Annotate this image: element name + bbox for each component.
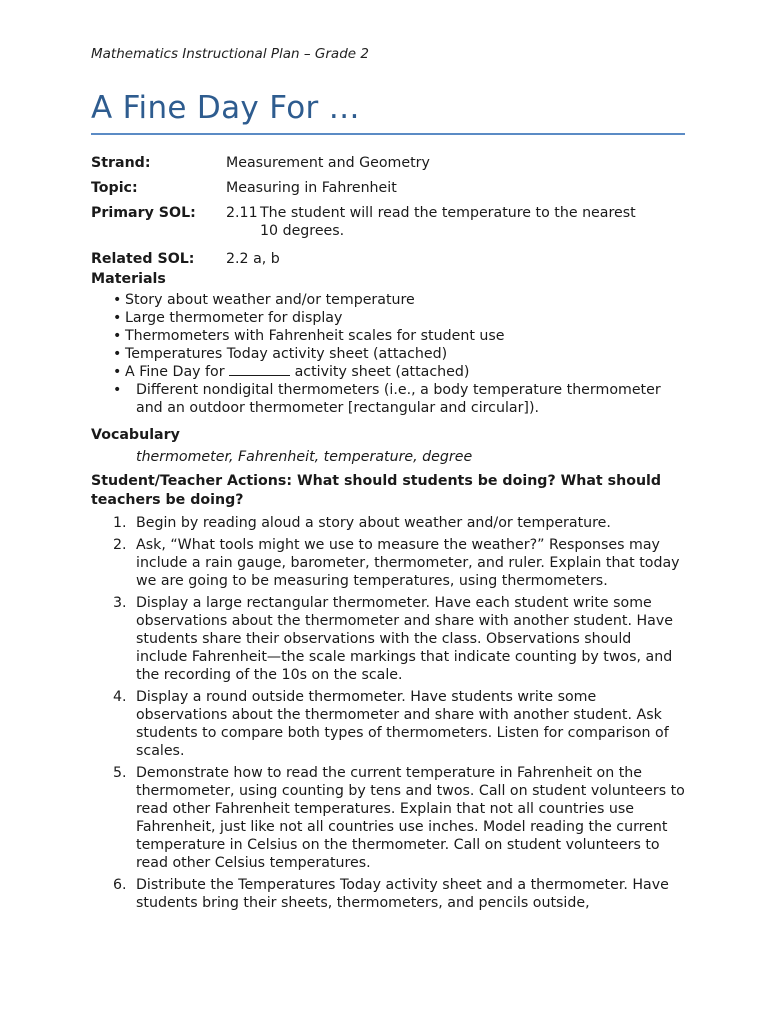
- step-number: 5.: [113, 765, 127, 781]
- topic-row: [91, 179, 685, 197]
- list-item: • Thermometers with Fahrenheit scales for student use: [113, 328, 505, 344]
- list-item: • Large thermometer for display: [113, 310, 343, 326]
- step-text: Demonstrate how to read the current temperature in Fahrenheit on the thermometer, using counting by tens and twos. Call on student volunteers to read other Fahrenheit temperatures. Explain that not all countries use Fahrenheit, just like not all countries use inches. Model reading the current temperature in Celsius on the thermometer. Call on student volunteers to read other Celsius temperatures.: [136, 765, 685, 871]
- materials-section: [91, 270, 685, 417]
- step-text: Begin by reading aloud a story about weather and/or temperature.: [136, 515, 611, 531]
- step-number: 3.: [113, 595, 127, 611]
- topic-label: Topic:: [91, 180, 138, 196]
- vocabulary-heading: Vocabulary: [91, 427, 180, 443]
- page-title: A Fine Day For …: [91, 90, 360, 126]
- title-divider: [91, 133, 685, 135]
- bullet-icon: •: [113, 310, 122, 326]
- actions-heading: Student/Teacher Actions: What should students be doing? What should teachers be doing?: [91, 473, 662, 508]
- lesson-meta: [91, 154, 685, 275]
- list-item: [91, 876, 685, 912]
- step-text: Display a round outside thermometer. Have students write some observations about the thermometer and share with another student. Ask students to compare both types of thermometers. Listen for comparison of scales.: [136, 689, 669, 759]
- step-number: 2.: [113, 537, 127, 553]
- bullet-icon: •: [113, 382, 122, 398]
- fill-in-blank: [229, 363, 290, 376]
- actions-section: [91, 472, 685, 916]
- step-text: Ask, “What tools might we use to measure the weather?” Responses may include a rain gauge, barometer, thermometer, and ruler. Explain that today we are going to be measuring temperatures, using thermometers.: [136, 537, 680, 589]
- step-text: Distribute the Temperatures Today activity sheet and a thermometer. Have students bring their sheets, thermometers, and pencils outside,: [136, 877, 669, 911]
- bullet-icon: •: [113, 328, 122, 344]
- primary-sol-text-1: The student will read the temperature to the nearest: [260, 205, 636, 221]
- list-item: • Temperatures Today activity sheet (attached): [113, 346, 448, 362]
- bullet-icon: •: [113, 364, 122, 380]
- primary-sol-row: [91, 204, 685, 240]
- related-sol-label: Related SOL:: [91, 251, 195, 267]
- step-text: Display a large rectangular thermometer. Have each student write some observations about the thermometer and share with another student. Have students share their observations with the class. Observations should include Fahrenheit—the scale markings that indicate counting by twos, and the recording of the 10s on the scale.: [136, 595, 673, 683]
- list-item: [91, 514, 685, 532]
- strand-value: Measurement and Geometry: [226, 155, 430, 171]
- list-item: [91, 594, 685, 684]
- list-item: [91, 688, 685, 760]
- materials-heading: Materials: [91, 271, 166, 287]
- vocabulary-section: [91, 426, 685, 467]
- step-number: 4.: [113, 689, 127, 705]
- list-item: [91, 536, 685, 590]
- strand-label: Strand:: [91, 155, 151, 171]
- document-header: Mathematics Instructional Plan – Grade 2: [91, 46, 369, 62]
- step-number: 1.: [113, 515, 127, 531]
- primary-sol-text-2: 10 degrees.: [260, 223, 345, 239]
- related-sol-value: 2.2 a, b: [226, 251, 280, 267]
- list-item: [91, 764, 685, 872]
- strand-row: [91, 154, 685, 172]
- list-item: • Story about weather and/or temperature: [113, 292, 415, 308]
- materials-list: [91, 291, 685, 417]
- topic-value: Measuring in Fahrenheit: [226, 180, 397, 196]
- vocabulary-terms: thermometer, Fahrenheit, temperature, degree: [136, 449, 473, 465]
- primary-sol-label: Primary SOL:: [91, 205, 196, 221]
- primary-sol-value: [226, 204, 685, 240]
- step-number: 6.: [113, 877, 127, 893]
- bullet-icon: •: [113, 346, 122, 362]
- related-sol-row: [91, 250, 685, 268]
- list-item: • Different nondigital thermometers (i.e., a body temperature thermometer and an outdoor thermometer [rectangular and circular]).: [113, 382, 661, 416]
- primary-sol-number: 2.11: [226, 205, 258, 221]
- list-item: • A Fine Day for activity sheet (attached): [113, 364, 470, 380]
- bullet-icon: •: [113, 292, 122, 308]
- actions-list: [91, 514, 685, 912]
